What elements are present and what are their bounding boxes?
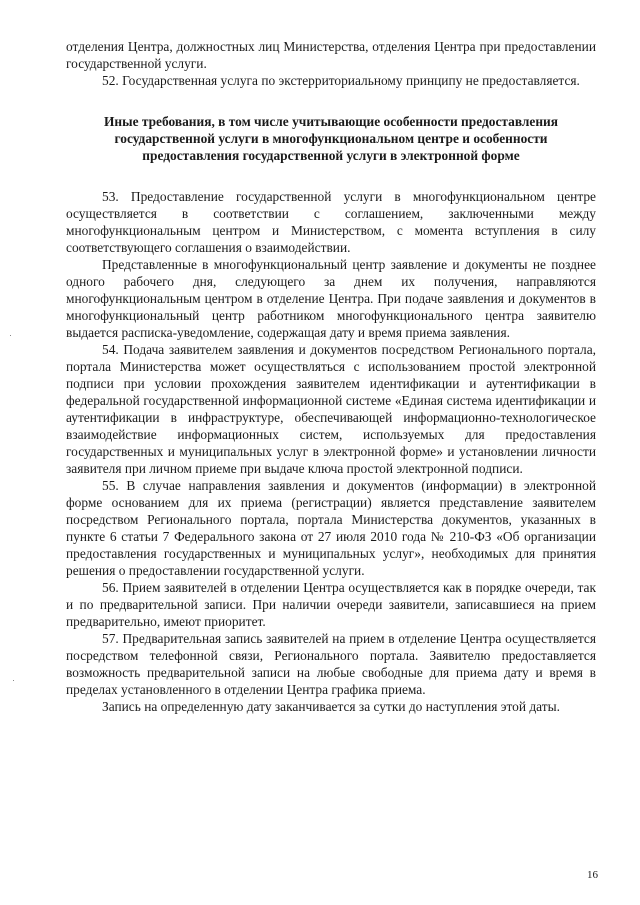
- paragraph-54: 54. Подача заявителем заявления и документов посредством Регионального портала, портала Министерства может осуществляться с использованием простой электронной подписи при условии прохождения заявителем идентификации и аутентификации в федеральной государственной информационной системе «Единая система идентификации и аутентификации в инфраструктуре, обеспечивающей информационно-технологическое взаимодействие информационных систем, используемых для предоставления государственных и муниципальных услуг в электронной форме» и установлении личности заявителя при личном приеме при выдаче ключа простой электронной подписи.: [66, 342, 596, 476]
- paragraph-56: 56. Прием заявителей в отделении Центра осуществляется как в порядке очереди, так и по предварительной записи. При наличии очереди заявители, записавшиеся на прием предварительно, имеют приоритет.: [66, 580, 596, 629]
- page-number: 16: [587, 869, 598, 881]
- paragraph-55: 55. В случае направления заявления и документов (информации) в электронной форме основанием для их приема (регистрации) является представление заявителем посредством Регионального портала, портала Министерства документов, указанных в пункте 6 статьи 7 Федерального закона от 27 июля 2010 года № 210-ФЗ «Об организации предоставления государственных и муниципальных услуг», необходимых для принятия решения о предоставлении государственной услуги.: [66, 478, 596, 578]
- paragraph-continuation: отделения Центра, должностных лиц Министерства, отделения Центра при предоставлении государственной услуги.: [66, 39, 596, 71]
- paragraph-52: 52. Государственная услуга по экстерриториальному принципу не предоставляется.: [102, 73, 580, 88]
- paragraph-57: 57. Предварительная запись заявителей на прием в отделение Центра осуществляется посредством телефонной связи, Регионального портала. Заявителю предоставляется возможность предварительной записи на любые свободные для приема дату и время в пределах установленного в отделении Центра графика приема.: [66, 631, 596, 697]
- section-heading: Иные требования, в том числе учитывающие особенности предоставления государственной услуги в многофункциональном центре и особенности предоставления государственной услуги в электронной форме: [103, 114, 559, 163]
- document-body: [66, 38, 596, 715]
- paragraph-53-continued: Представленные в многофункциональный центр заявление и документы не позднее одного рабочего дня, следующего за днем их получения, направляются многофункциональным центром в отделение Центра. При подаче заявления и документов в многофункциональный центр работником многофункционального центра заявителю выдается расписка-уведомление, содержащая дату и время приема заявления.: [66, 257, 596, 340]
- scan-speck: [13, 680, 14, 681]
- scan-speck: [10, 335, 11, 336]
- paragraph-53: 53. Предоставление государственной услуги в многофункциональном центре осуществляется в соответствии с соглашением, заключенными между многофункциональным центром и Министерством, с момента вступления в силу соответствующего соглашения о взаимодействии.: [66, 189, 596, 255]
- paragraph-57-continued: Запись на определенную дату заканчивается за сутки до наступления этой даты.: [102, 699, 560, 714]
